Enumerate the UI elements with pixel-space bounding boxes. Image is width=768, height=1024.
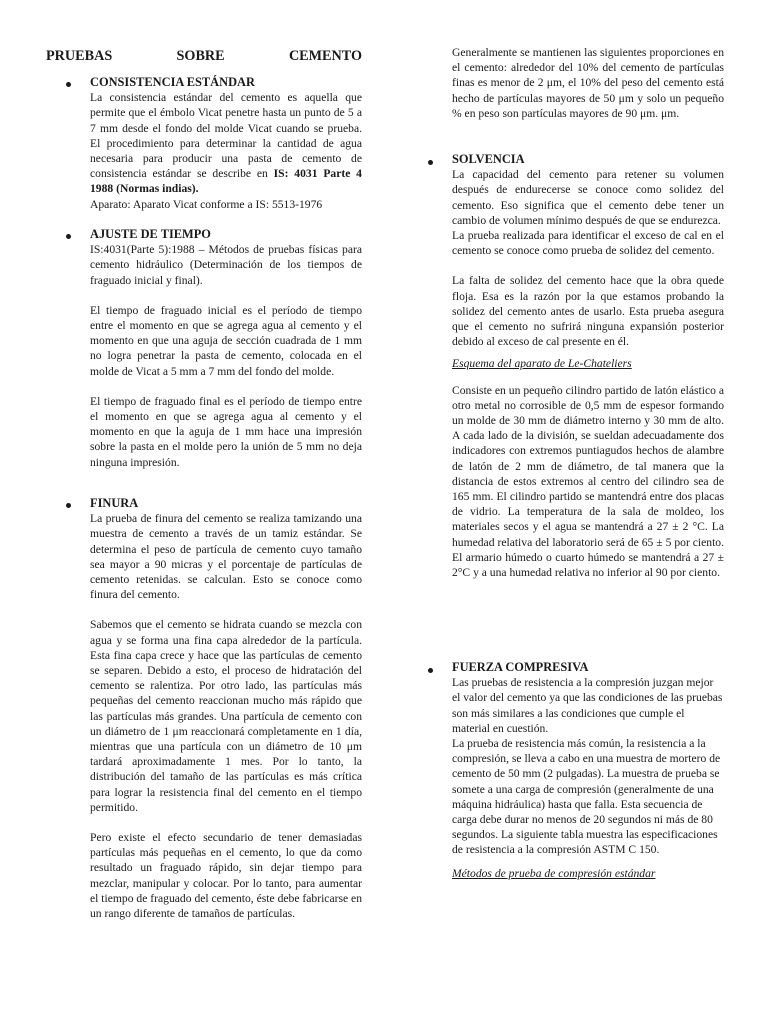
paragraph: La prueba de finura del cemento se realiza tamizando una muestra de cemento a través de un tamiz estándar. Se determina el peso de partícula de cemento cuyo tamaño sea mayor a 90 micras y el porcentaje de partículas de cemento retenidas. se calculan. Esto se conoce como finura del cemento. (90, 512, 362, 602)
section-fuerza-compresiva (452, 660, 724, 881)
section-solvencia (452, 152, 724, 580)
table-caption: Métodos de prueba de compresión estándar (452, 866, 656, 880)
right-intro (452, 45, 724, 121)
title-word: CEMENTO (288, 48, 362, 64)
paragraph: Aparato: Aparato Vicat conforme a IS: 5513-1976 (90, 197, 323, 211)
paragraph: Sabemos que el cemento se hidrata cuando se mezcla con agua y se forma una fina capa alrededor de la partícula. Esta fina capa crece y hace que las partículas de cemento se separen. Debido a esto, el proceso de hidratación del cemento se ralentiza. Por otro lado, las partículas más pequeñas del cemento reaccionan mucho más rápido que las partículas más grandes. Una partícula de cemento con un diámetro de 1 μm reaccionará completamente en 1 día, mientras que una partícula con un diámetro de 10 μm tardará aproximadamente 1 mes. Por lo tanto, la distribución del tamaño de las partículas es más crítica para lograr la resistencia final del cemento en el tiempo permitido. (90, 618, 362, 814)
paragraph: La prueba realizada para identificar el exceso de cal en el cemento se conoce como prueba de solidez del cemento. (452, 229, 724, 258)
paragraph: Pero existe el efecto secundario de tener demasiadas partículas más pequeñas en el cemento, lo que da como resultado un fraguado rápido, sin dejar tiempo para mezclar, manipular y colocar. Por lo tanto, para aumentar el tiempo de fraguado del cemento, éste debe fabricarse en un rango diferente de tamaños de partículas. (90, 831, 362, 921)
bullet-icon (66, 82, 71, 87)
title-word: SOBRE (176, 48, 225, 64)
bullet-icon (66, 503, 71, 508)
section-heading: AJUSTE DE TIEMPO (90, 227, 211, 241)
title-word: PRUEBAS (46, 48, 113, 64)
paragraph: El tiempo de fraguado final es el período de tiempo entre el momento en que se agrega agua al cemento y el momento en que la aguja de 1 mm hace una impresión sobre la pasta en el molde pero la unión de 5 mm no deja ninguna impresión. (90, 394, 362, 469)
paragraph: IS:4031(Parte 5):1988 – Métodos de pruebas físicas para cemento hidráulico (Determinación de los tiempos de fraguado inicial y final). (90, 243, 362, 287)
bullet-icon (428, 668, 433, 673)
section-heading: CONSISTENCIA ESTÁNDAR (90, 75, 255, 89)
paragraph: Generalmente se mantienen las siguientes proporciones en el cemento: alrededor del 10% del cemento de partículas finas es menor de 2 μm, el 10% del peso del cemento está hecho de partículas mayores de 50 μm y solo un pequeño % en peso son partículas mayores de 90 μm. μm. (452, 46, 724, 120)
paragraph: Consiste en un pequeño cilindro partido de latón elástico a otro metal no corrosible de 0,5 mm de espesor formando un molde de 30 mm de diámetro interno y 30 mm de alto. A cada lado de la división, se sueldan adecuadamente dos indicadores con extremos puntiagudos hechos de alambre de latón de 2 mm de diámetro, de tal manera que la distancia de estos extremos al centro del cilindro sea de 165 mm. El cilindro partido se mantendrá entre dos placas de vidrio. La temperatura de la sala de moldeo, los materiales secos y el agua se mantendrá a 27 ± 2 °C. La humedad relativa del laboratorio será de 65 ± 5 por ciento. El armario húmedo o cuarto húmedo se mantendrá a 27 ± 2°C y a una humedad relativa no inferior al 90 por ciento. (452, 383, 724, 580)
section-finura (90, 496, 362, 921)
bullet-icon (66, 234, 71, 239)
page-title (46, 47, 362, 65)
paragraph: La prueba de resistencia más común, la resistencia a la compresión, se lleva a cabo en una muestra de mortero de cemento de 50 mm (2 pulgadas). La muestra de prueba se somete a una carga de compresión (generalmente de una máquina hidráulica) hasta que falla. Esta secuencia de carga debe durar no menos de 20 segundos ni más de 80 segundos. La siguiente tabla muestra las especificaciones de resistencia a la compresión ASTM C 150. (452, 737, 721, 857)
paragraph (90, 90, 362, 196)
paragraph-text: La consistencia estándar del cemento es aquella que permite que el émbolo Vicat penetre hasta un punto de 5 a 7 mm desde el fondo del molde Vicat cuando se prueba. El procedimiento para determinar la cantidad de agua necesaria para producir una pasta de cemento de consistencia estándar se describe en (90, 91, 362, 181)
bullet-icon (428, 160, 433, 165)
section-heading: FUERZA COMPRESIVA (452, 660, 589, 674)
section-consistencia (90, 75, 362, 212)
paragraph: El tiempo de fraguado inicial es el período de tiempo entre el momento en que se agrega agua al cemento y el momento en que una aguja de sección cuadrada de 1 mm no logra penetrar la pasta de cemento, colocada en el molde de Vicat a 5 mm a 7 mm del fondo del molde. (90, 303, 362, 378)
paragraph: La falta de solidez del cemento hace que la obra quede floja. Esa es la razón por la que estamos probando la solidez del cemento antes de usarlo. Esta prueba asegura que el cemento no sufrirá ninguna expansión posterior debido al exceso de cal presente en él. (452, 274, 724, 349)
standard-reference: IS: 4031 Parte 4 1988 (Normas indias). (90, 167, 362, 196)
figure-caption: Esquema del aparato de Le-Chateliers (452, 357, 632, 371)
paragraph: Las pruebas de resistencia a la compresión juzgan mejor el valor del cemento ya que las condiciones de las pruebas son más similares a las condiciones que cumple el material en cuestión. (452, 676, 723, 735)
section-heading: FINURA (90, 496, 139, 510)
section-ajuste-tiempo (90, 227, 362, 470)
section-heading: SOLVENCIA (452, 152, 525, 166)
paragraph: La capacidad del cemento para retener su volumen después de endurecerse se conoce como solidez del cemento. Eso significa que el cemento debe tener un cambio de volumen mínimo después de que se endurezca. (452, 168, 724, 227)
